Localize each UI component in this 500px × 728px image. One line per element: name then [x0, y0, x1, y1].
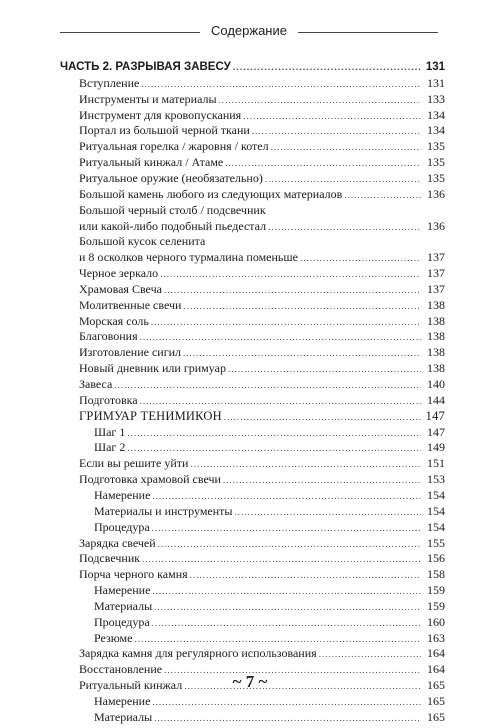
- toc-entry-page: 134: [427, 123, 445, 138]
- toc-entry-label: Благовония: [79, 329, 138, 344]
- toc-entry-label: Зарядка камня для регулярного использования: [79, 646, 317, 661]
- toc-entry-page: 131: [427, 75, 445, 90]
- toc-entry-page: 137: [427, 281, 445, 296]
- toc-entry-label: Порча черного камня: [79, 567, 188, 582]
- toc-entry-label: ЧАСТЬ 2. РАЗРЫВАЯ ЗАВЕСУ: [60, 61, 231, 73]
- toc-entry-label: Шаг 1: [94, 424, 126, 439]
- toc-entry-page: 147: [425, 408, 445, 423]
- toc-entry-label: Черное зеркало: [79, 266, 159, 281]
- toc-entry-page: 140: [427, 377, 445, 391]
- toc-entry-label: Резюме: [94, 630, 133, 645]
- toc-entry-label: Процедура: [94, 519, 150, 534]
- toc-entry-label: Большой камень любого из следующих материалов: [79, 186, 343, 201]
- toc-entry-page: 138: [427, 313, 445, 328]
- toc-entry-page: 135: [427, 170, 445, 185]
- toc-entry-page: 165: [427, 694, 445, 708]
- toc-entry-label: Намерение: [94, 694, 151, 708]
- toc-entry-label: или какой-либо подобный пьедестал: [79, 218, 267, 233]
- toc-entry-page: 160: [427, 614, 445, 629]
- toc-entry-page: 156: [427, 551, 445, 566]
- toc-entry-label: Ритуальный кинжал / Атаме: [79, 155, 224, 170]
- toc-entry-page: 137: [427, 266, 445, 281]
- toc-entry-page: 138: [427, 361, 445, 376]
- toc-entry-page: 154: [427, 487, 445, 502]
- toc-entry-label: Изготовление сигил: [79, 345, 182, 360]
- toc-entry-label: Ритуальный кинжал: [79, 678, 183, 693]
- toc-entry-label: Если вы решите уйти: [79, 456, 189, 471]
- toc-entry-page: 153: [427, 472, 445, 487]
- toc-entry-page: 144: [427, 392, 445, 407]
- toc-entry-label: Материалы: [94, 598, 153, 613]
- toc-entry-label: Восстановление: [79, 662, 163, 677]
- toc-entry-page: 138: [427, 329, 445, 344]
- toc-entry-page: 155: [427, 535, 445, 550]
- toc-entry-page: 159: [427, 583, 445, 598]
- header-rule-right: [298, 32, 438, 33]
- toc-entry-page: 138: [427, 345, 445, 360]
- toc-entry-label: Завеса: [79, 377, 113, 391]
- toc-entry-page: 137: [427, 250, 445, 265]
- toc-entry-label: Шаг 2: [94, 440, 126, 455]
- toc-entry-label: Большой кусок селенита: [79, 234, 206, 249]
- toc-entry-page: 138: [427, 297, 445, 312]
- toc-entry-label: Храмовая Свеча: [79, 281, 162, 296]
- running-header: [60, 23, 438, 41]
- toc-entry-page: 136: [427, 186, 445, 201]
- toc-entry-page: 133: [427, 91, 445, 106]
- toc-entry-label: Подсвечник: [79, 551, 141, 566]
- toc-entry-page: 163: [427, 630, 445, 645]
- header-title: Содержание: [211, 23, 287, 38]
- toc-entry-label: Портал из большой черной ткани: [79, 123, 250, 138]
- toc-entry-label: Материалы: [94, 709, 153, 724]
- toc-entry-page: 149: [427, 440, 445, 455]
- toc-entry-label: Ритуальное оружие (необязательно): [79, 170, 263, 185]
- toc-entry-label: ГРИМУАР ТЕНИМИКОН: [79, 408, 222, 423]
- toc-entry-label: Материалы и инструменты: [94, 503, 233, 518]
- toc-leader-dots: [154, 708, 421, 728]
- toc-entry-label: Намерение: [94, 583, 151, 598]
- toc-entry-page: 134: [427, 107, 445, 122]
- toc-entry-label: Новый дневник или гримуар: [79, 361, 226, 376]
- toc-entry-page: 164: [427, 662, 445, 677]
- toc-entry-page: 147: [427, 424, 445, 439]
- toc-entry-label: и 8 осколков черного турмалина поменьше: [79, 250, 298, 265]
- toc-entry-page: 165: [427, 678, 445, 693]
- toc-entry-page: 136: [427, 218, 445, 233]
- toc-entry-label: Зарядка свечей: [79, 535, 156, 550]
- toc-entry-label: Вступление: [79, 75, 140, 90]
- toc-entry-label: Большой черный столб / подсвечник: [79, 202, 266, 217]
- toc-entry-label: Инструменты и материалы: [79, 91, 217, 106]
- toc-entry-page: 158: [427, 567, 445, 582]
- toc-entry-page: 164: [427, 646, 445, 661]
- toc-entry-label: Процедура: [94, 614, 150, 629]
- toc-entry-label: Намерение: [94, 487, 151, 502]
- toc-entry-page: 154: [427, 519, 445, 534]
- toc-entry-label: Подготовка храмовой свечи: [79, 472, 221, 487]
- toc-entry-page: 165: [427, 709, 445, 724]
- toc-entry-page: 135: [427, 155, 445, 170]
- toc-entry-label: Морская соль: [79, 313, 149, 328]
- toc-entry-label: Подготовка: [79, 392, 138, 407]
- toc-entry-page: 159: [427, 598, 445, 613]
- toc-entry-page: 154: [427, 503, 445, 518]
- page-number: ~ 7 ~: [232, 672, 268, 691]
- toc-entry-page: 151: [427, 456, 445, 471]
- toc-entry-label: Молитвенные свечи: [79, 297, 182, 312]
- toc-entry-page: 135: [427, 139, 445, 154]
- toc-entry-label: Ритуальная горелка / жаровня / котел: [79, 139, 269, 154]
- toc-entry-page: 131: [425, 61, 445, 73]
- toc-entry-label: Инструмент для кровопускания: [79, 107, 242, 122]
